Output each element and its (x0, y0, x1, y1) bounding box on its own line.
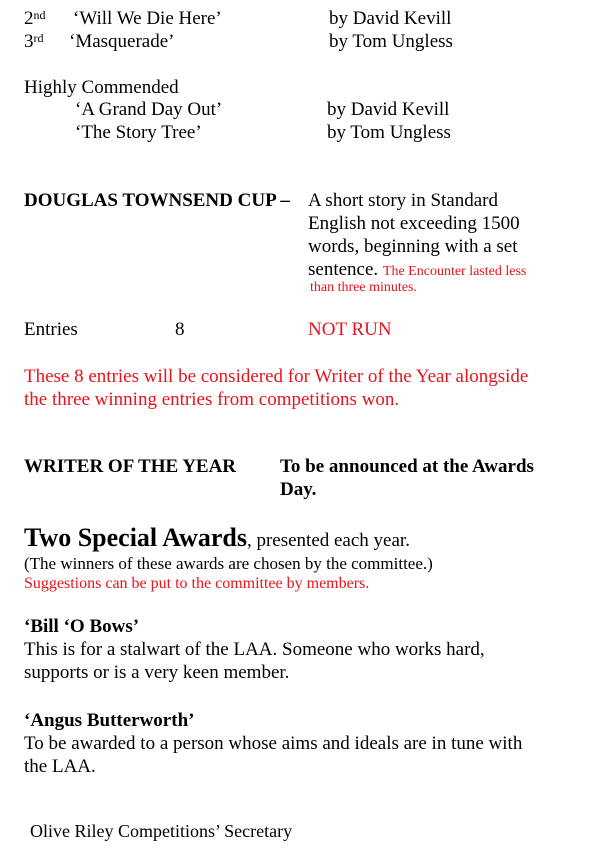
placing-3rd (24, 31, 44, 54)
award-name: ‘Bill ‘O Bows’ (24, 616, 140, 637)
commended-author: by David Kevill (327, 99, 450, 120)
writer-of-year-detail-line2: Day. (280, 479, 317, 500)
placing-title: ‘Masquerade’ (69, 31, 175, 52)
douglas-heading: DOUGLAS TOWNSEND CUP – (24, 190, 290, 211)
placing-ordinal: 3 (24, 31, 34, 52)
award-desc-line2: the LAA. (24, 756, 96, 777)
douglas-desc-line3: words, beginning with a set (308, 236, 518, 257)
status-not-run: NOT RUN (308, 319, 392, 340)
douglas-note-line1: These 8 entries will be considered for Writer of the Year alongside (24, 366, 529, 387)
secretary-signature: Olive Riley Competitions’ Secretary (30, 821, 293, 841)
douglas-desc-line4 (308, 259, 526, 282)
writer-of-year-heading: WRITER OF THE YEAR (24, 456, 237, 477)
placing-title: ‘Will We Die Here’ (73, 8, 222, 29)
award-desc-line2: supports or is a very keen member. (24, 662, 290, 683)
douglas-sentence-word: sentence. (308, 259, 379, 280)
placing-author: by David Kevill (329, 8, 452, 29)
placing-2nd (24, 8, 46, 31)
placing-author: by Tom Ungless (329, 31, 453, 52)
commended-title: ‘A Grand Day Out’ (75, 99, 223, 120)
award-name: ‘Angus Butterworth’ (24, 710, 195, 731)
douglas-set-sentence-a: The Encounter lasted less (382, 264, 527, 279)
placing-suffix: nd (33, 8, 46, 22)
douglas-set-sentence-b: than three minutes. (310, 280, 417, 295)
award-desc-line1: This is for a stalwart of the LAA. Someone who works hard, (24, 639, 485, 660)
highly-commended-heading: Highly Commended (24, 77, 179, 98)
special-awards-subtitle: , presented each year. (246, 530, 410, 551)
douglas-desc-line1: A short story in Standard (308, 190, 498, 211)
commended-author: by Tom Ungless (327, 122, 451, 143)
special-awards-heading (24, 522, 410, 553)
douglas-desc-line2: English not exceeding 1500 (308, 213, 520, 234)
entries-count: 8 (175, 319, 185, 340)
entries-label: Entries (24, 319, 78, 340)
award-desc-line1: To be awarded to a person whose aims and ideals are in tune with (24, 733, 523, 754)
special-awards-paren: (The winners of these awards are chosen by the committee.) (24, 554, 433, 573)
special-awards-title: Two Special Awards (24, 523, 247, 552)
special-awards-suggestion: Suggestions can be put to the committee by members. (24, 575, 370, 592)
writer-of-year-detail-line1: To be announced at the Awards (280, 456, 534, 477)
placing-ordinal: 2 (24, 8, 34, 29)
commended-title: ‘The Story Tree’ (75, 122, 202, 143)
douglas-note-line2: the three winning entries from competitions won. (24, 389, 400, 410)
placing-suffix: rd (33, 31, 44, 45)
